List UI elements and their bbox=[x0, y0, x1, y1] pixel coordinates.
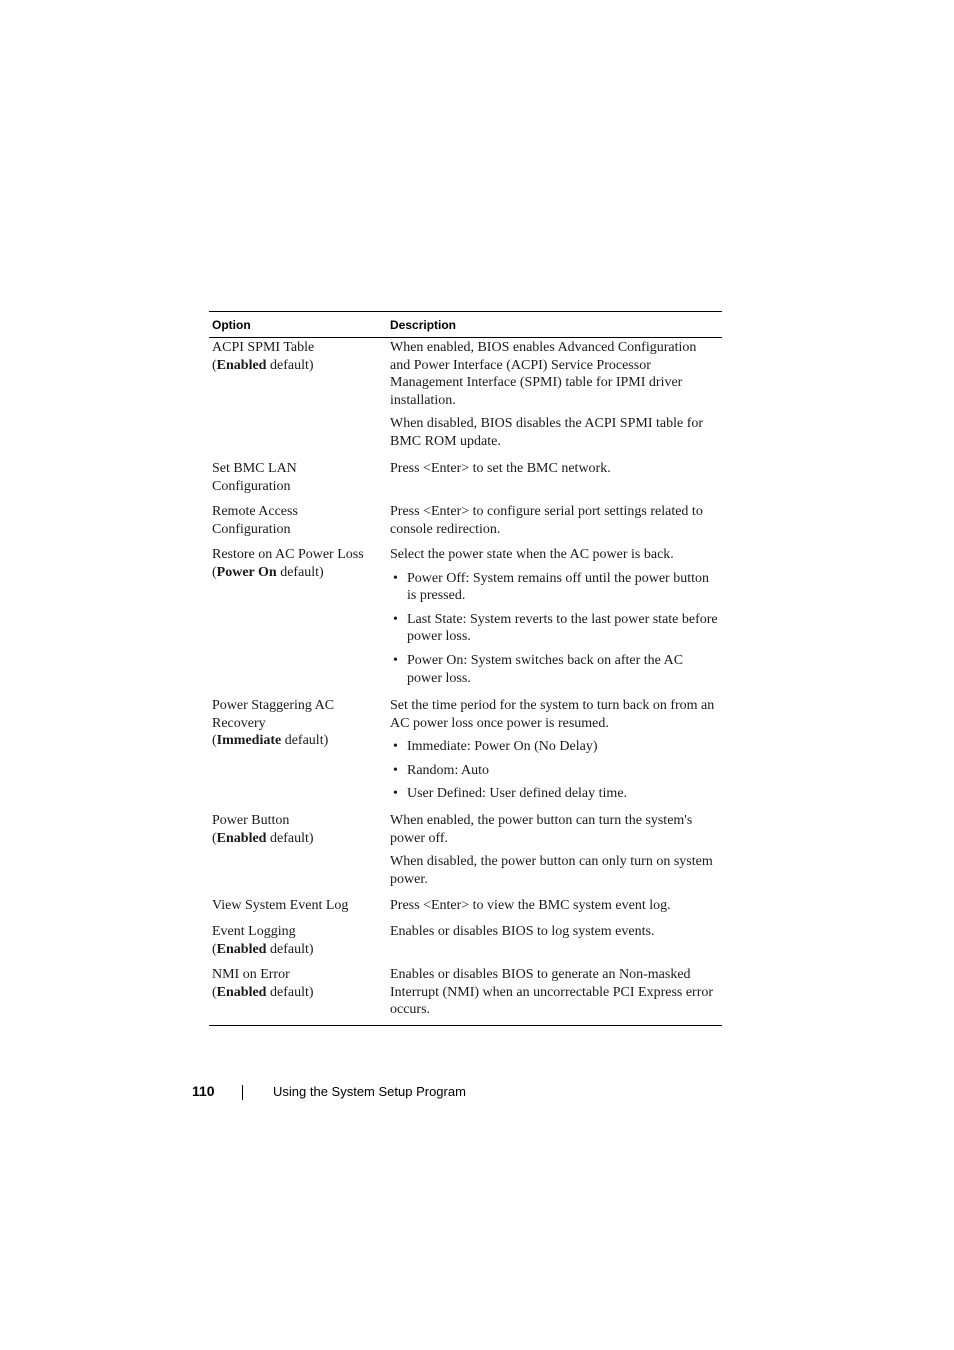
description-paragraph: When disabled, BIOS disables the ACPI SPMI table for BMC ROM update. bbox=[390, 416, 704, 449]
description-cell bbox=[390, 546, 720, 693]
option-name: NMI on Error bbox=[212, 967, 290, 982]
option-name: ACPI SPMI Table bbox=[212, 340, 315, 355]
bullet-icon: • bbox=[393, 652, 398, 668]
option-cell: Event Logging (Enabled default) bbox=[212, 924, 314, 957]
column-header-option: Option bbox=[212, 317, 251, 332]
options-table bbox=[209, 311, 722, 1026]
list-item: • Power Off: System remains off until the power button is pressed. bbox=[393, 570, 709, 604]
description-paragraph: When enabled, the power button can turn the system's power off. bbox=[390, 813, 693, 846]
column-header-description: Description bbox=[390, 317, 457, 332]
bullet-icon: • bbox=[393, 762, 398, 778]
option-cell: Power Staggering AC Recovery (Immediate default) bbox=[212, 698, 335, 749]
option-default-value: Immediate bbox=[216, 733, 282, 749]
option-name: Power Button bbox=[212, 813, 290, 828]
description-bullet-list bbox=[390, 738, 720, 803]
list-item: • Random: Auto bbox=[393, 762, 490, 778]
description-paragraph: Press <Enter> to configure serial port settings related to console redirection. bbox=[390, 504, 703, 537]
option-name: Event Logging bbox=[212, 924, 296, 939]
option-name: Set BMC LAN Configuration bbox=[212, 461, 297, 494]
option-cell: Restore on AC Power Loss (Power On default) bbox=[212, 547, 364, 580]
description-paragraph: Press <Enter> to view the BMC system event log. bbox=[390, 898, 671, 913]
footer-divider bbox=[242, 1085, 243, 1100]
option-name: Restore on AC Power Loss bbox=[212, 547, 364, 562]
table-header bbox=[209, 312, 722, 338]
option-name: View System Event Log bbox=[212, 898, 349, 913]
description-cell bbox=[390, 503, 720, 544]
option-cell bbox=[212, 503, 322, 538]
option-cell: NMI on Error (Enabled default) bbox=[212, 967, 314, 1000]
option-default-value: Power On bbox=[216, 564, 277, 580]
description-paragraph: Set the time period for the system to turn back on from an AC power loss once power is resumed. bbox=[390, 698, 715, 731]
option-cell: ACPI SPMI Table (Enabled default) bbox=[212, 340, 315, 373]
option-default-value: Enabled bbox=[216, 941, 267, 957]
description-paragraph: Select the power state when the AC power is back. bbox=[390, 547, 674, 562]
option-cell: Power Button (Enabled default) bbox=[212, 813, 314, 846]
description-cell bbox=[390, 897, 720, 921]
option-default-value: Enabled bbox=[216, 357, 267, 373]
list-item: • User Defined: User defined delay time. bbox=[393, 786, 628, 802]
list-item: • Last State: System reverts to the last power state before power loss. bbox=[393, 611, 718, 645]
option-default-value: Enabled bbox=[216, 830, 267, 846]
description-cell bbox=[390, 339, 720, 457]
description-cell bbox=[390, 460, 720, 484]
footer-section-title: Using the System Setup Program bbox=[273, 1084, 466, 1099]
description-paragraph: When disabled, the power button can only turn on system power. bbox=[390, 854, 713, 887]
description-paragraph: Enables or disables BIOS to generate an Non-masked Interrupt (NMI) when an uncorrectable PCI Express error occurs. bbox=[390, 967, 714, 1018]
list-item: • Immediate: Power On (No Delay) bbox=[393, 739, 598, 755]
bullet-icon: • bbox=[393, 786, 398, 802]
description-cell bbox=[390, 812, 720, 894]
description-paragraph: Enables or disables BIOS to log system events. bbox=[390, 924, 655, 939]
description-cell bbox=[390, 923, 720, 947]
option-cell bbox=[212, 460, 322, 495]
option-name: Remote Access Configuration bbox=[212, 504, 298, 537]
page-number: 110 bbox=[192, 1083, 215, 1099]
bullet-icon: • bbox=[393, 611, 398, 627]
description-bullet-list bbox=[390, 570, 720, 688]
description-paragraph: Press <Enter> to set the BMC network. bbox=[390, 461, 611, 476]
option-cell bbox=[212, 897, 382, 915]
bullet-icon: • bbox=[393, 570, 398, 586]
description-paragraph: When enabled, BIOS enables Advanced Configuration and Power Interface (ACPI) Service Processor Management Interface (SPMI) table for IPMI driver installation. bbox=[390, 340, 697, 408]
list-item: • Power On: System switches back on after the AC power loss. bbox=[393, 652, 684, 686]
description-cell bbox=[390, 697, 720, 809]
option-default-value: Enabled bbox=[216, 984, 267, 1000]
bullet-icon: • bbox=[393, 739, 398, 755]
description-cell bbox=[390, 966, 720, 1025]
option-name: Power Staggering AC Recovery bbox=[212, 698, 335, 731]
